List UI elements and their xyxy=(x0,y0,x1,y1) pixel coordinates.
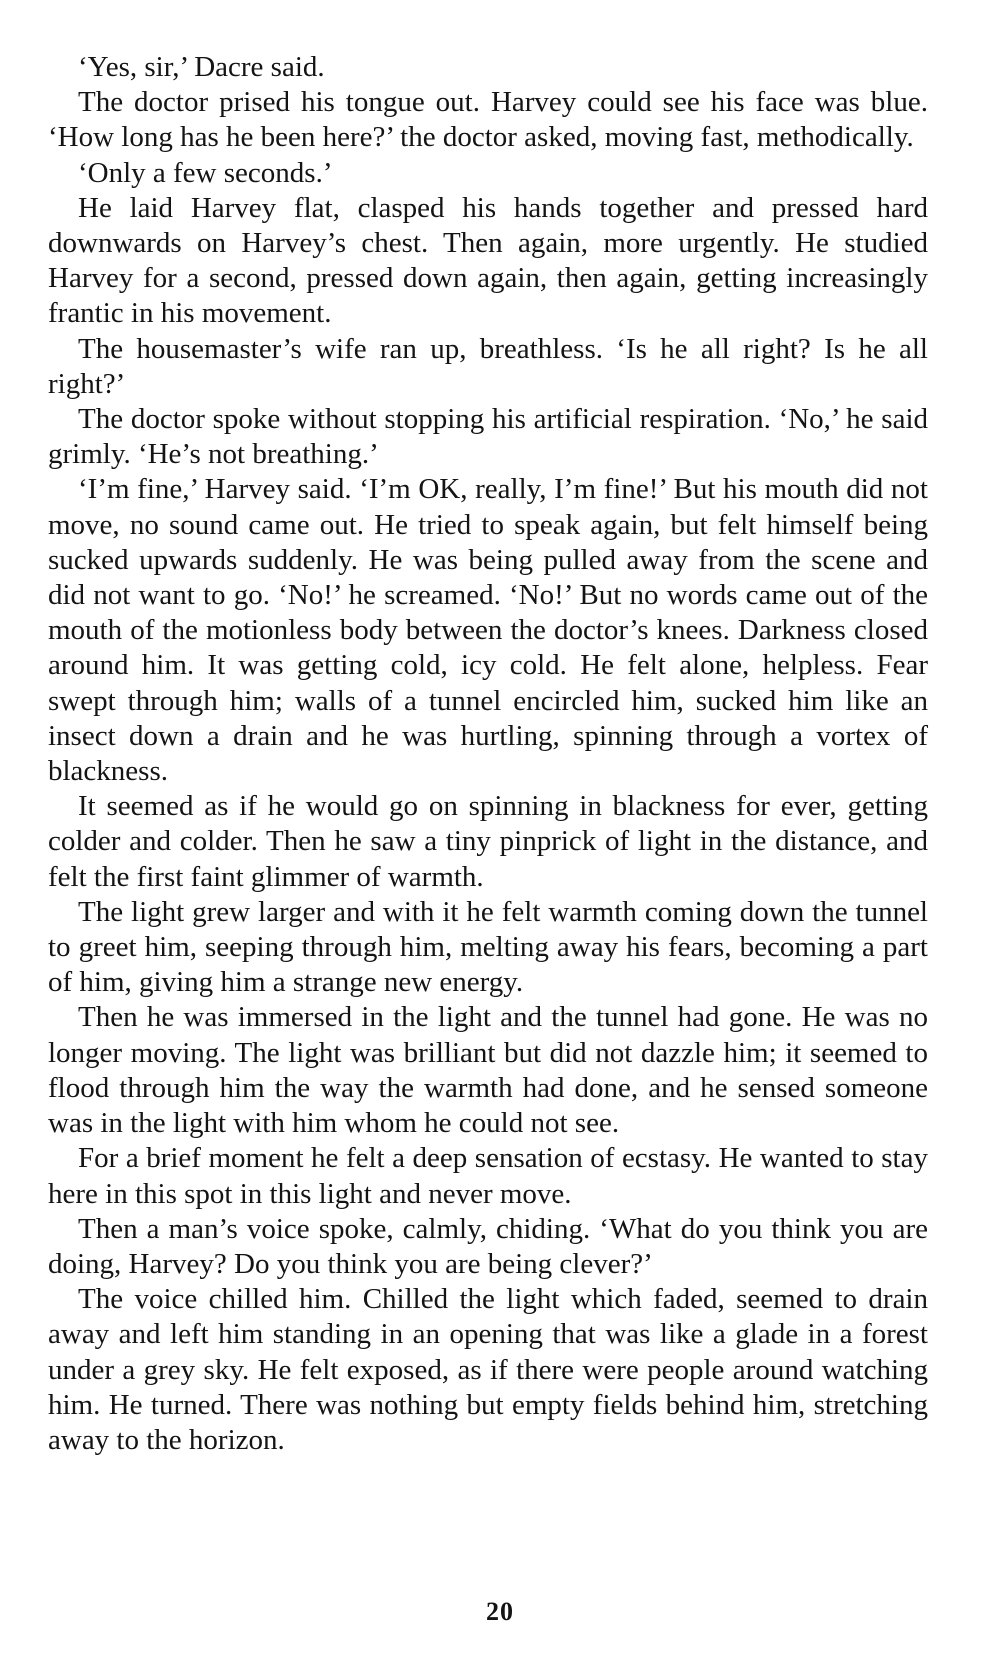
paragraph: ‘Only a few seconds.’ xyxy=(78,156,333,189)
paragraph: He laid Harvey flat, clasped his hands together and pressed hard downwards on Harvey’s chest. Then again, more urgently. He studied Harvey for a second, pressed down again, then again, getting increasingly frantic in his movement. xyxy=(48,191,928,330)
paragraph: The housemaster’s wife ran up, breathless. ‘Is he all right? Is he all right?’ xyxy=(48,332,928,400)
paragraph: The light grew larger and with it he felt warmth coming down the tunnel to greet him, seeping through him, melting away his fears, becoming a part of him, giving him a strange new energy. xyxy=(48,895,928,999)
page-body-text xyxy=(48,50,928,1458)
paragraph: It seemed as if he would go on spinning in blackness for ever, getting colder and colder. Then he saw a tiny pinprick of light in the distance, and felt the first faint glimmer of warmth. xyxy=(48,790,928,893)
paragraph: The voice chilled him. Chilled the light which faded, seemed to drain away and left him standing in an opening that was like a glade in a forest under a grey sky. He felt exposed, as if there were people around watching him. He turned. There was nothing but empty fields behind him, stretching away to the horizon. xyxy=(48,1283,928,1456)
paragraph: ‘I’m fine,’ Harvey said. ‘I’m OK, really, I’m fine!’ But his mouth did not move, no sound came out. He tried to speak again, but felt himself being sucked upwards suddenly. He was being pulled away from the scene and did not want to go. ‘No!’ he screamed. ‘No!’ But no words came out of the mouth of the motionless body between the doctor’s knees. Darkness closed around him. It was getting cold, icy cold. He felt alone, helpless. Fear swept through him; walls of a tunnel encircled him, sucked him like an insect down a drain and he was hurtling, spinning through a vortex of blackness. xyxy=(48,473,928,788)
page-number: 20 xyxy=(486,1597,514,1626)
paragraph: The doctor spoke without stopping his artificial respiration. ‘No,’ he said grimly. ‘He’s not breathing.’ xyxy=(48,403,928,471)
paragraph: Then he was immersed in the light and the tunnel had gone. He was no longer moving. The light was brilliant but did not dazzle him; it seemed to flood through him the way the warmth had done, and he sensed someone was in the light with him whom he could not see. xyxy=(48,1001,928,1140)
paragraph: For a brief moment he felt a deep sensation of ecstasy. He wanted to stay here in this spot in this light and never move. xyxy=(48,1142,928,1210)
paragraph: Then a man’s voice spoke, calmly, chiding. ‘What do you think you are doing, Harvey? Do you think you are being clever?’ xyxy=(48,1212,928,1280)
paragraph: The doctor prised his tongue out. Harvey could see his face was blue. ‘How long has he been here?’ the doctor asked, moving fast, methodically. xyxy=(48,86,928,154)
paragraph: ‘Yes, sir,’ Dacre said. xyxy=(78,51,325,83)
